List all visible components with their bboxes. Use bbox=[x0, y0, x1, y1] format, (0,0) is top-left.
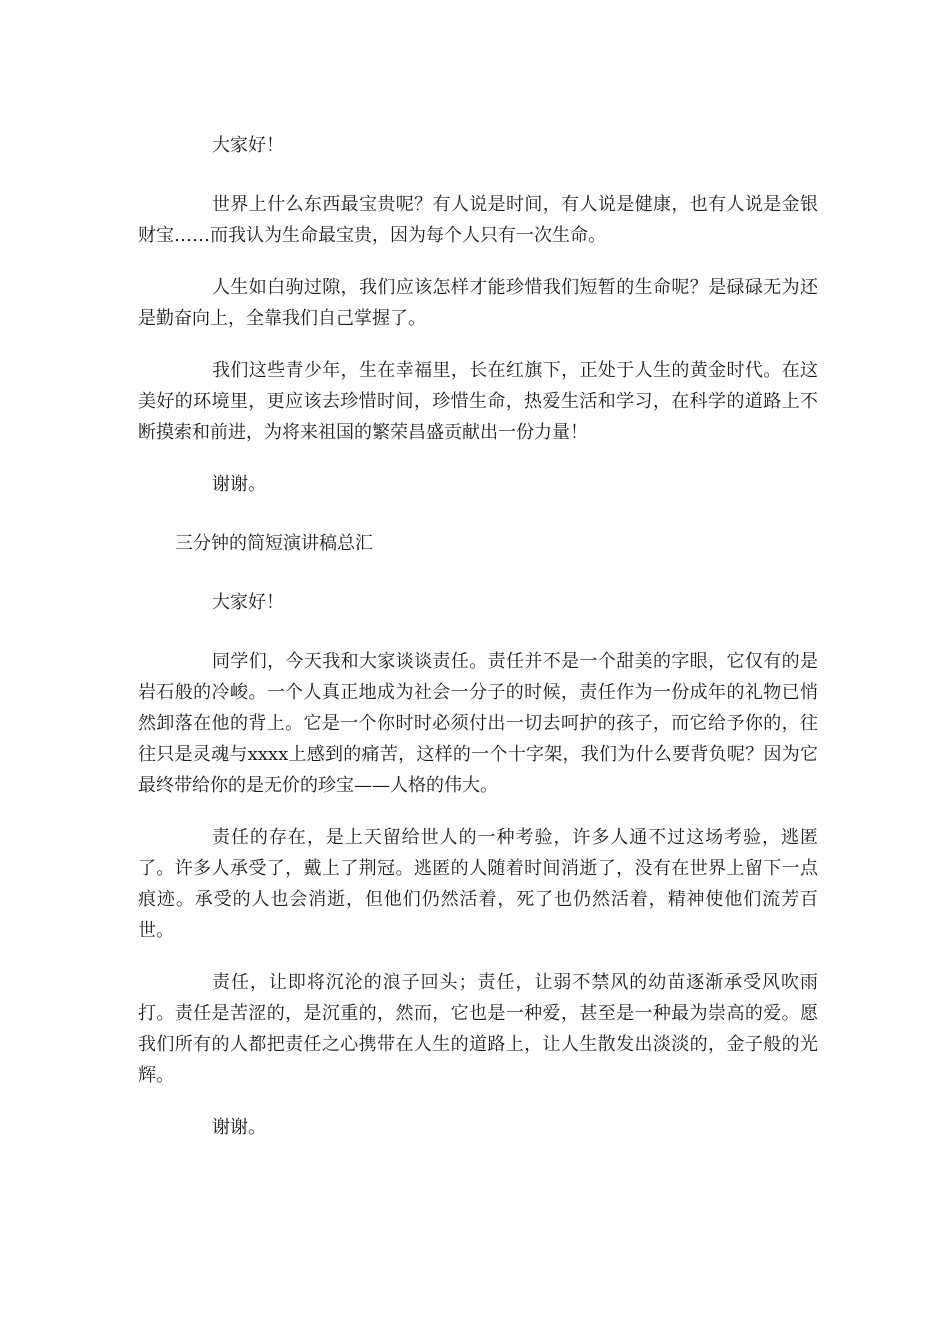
closing-paragraph: 谢谢。 bbox=[212, 474, 266, 495]
body-paragraph: 我们这些青少年，生在幸福里，长在红旗下，正处于人生的黄金时代。在这美好的环境里，更应该去珍惜时间，珍惜生命，热爱生活和学习，在科学的道路上不断摸索和前进，为将来祖国的繁荣昌盛贡献出一份力量！ bbox=[138, 360, 818, 443]
body-paragraph: 人生如白驹过隙，我们应该怎样才能珍惜我们短暂的生命呢？是碌碌无为还是勤奋向上，全靠我们自己掌握了。 bbox=[138, 277, 818, 329]
document-body bbox=[138, 130, 818, 1171]
section-heading: 三分钟的简短演讲稿总汇 bbox=[175, 533, 373, 554]
body-paragraph: 同学们，今天我和大家谈谈责任。责任并不是一个甜美的字眼，它仅有的是岩石般的冷峻。一个人真正地成为社会一分子的时候，责任作为一份成年的礼物已悄然卸落在他的背上。它是一个你时时必须付出一切去呵护的孩子，而它给予你的，往往只是灵魂与xxxx上感到的痛苦，这样的一个十字架，我们为什么要背负呢？因为它最终带给你的是无价的珍宝——人格的伟大。 bbox=[138, 651, 818, 796]
body-paragraph: 责任，让即将沉沦的浪子回头；责任，让弱不禁风的幼苗逐渐承受风吹雨打。责任是苦涩的，是沉重的，然而，它也是一种爱，甚至是一种最为崇高的爱。愿我们所有的人都把责任之心携带在人生的道路上，让人生散发出淡淡的，金子般的光辉。 bbox=[138, 972, 818, 1086]
greeting-paragraph: 大家好！ bbox=[212, 592, 284, 613]
closing-paragraph: 谢谢。 bbox=[212, 1117, 266, 1138]
greeting-paragraph: 大家好！ bbox=[212, 135, 284, 156]
body-paragraph: 责任的存在，是上天留给世人的一种考验，许多人通不过这场考验，逃匿了。许多人承受了，戴上了荆冠。逃匿的人随着时间消逝了，没有在世界上留下一点痕迹。承受的人也会消逝，但他们仍然活着，死了也仍然活着，精神使他们流芳百世。 bbox=[138, 827, 818, 941]
body-paragraph: 世界上什么东西最宝贵呢？有人说是时间，有人说是健康，也有人说是金银财宝……而我认为生命最宝贵，因为每个人只有一次生命。 bbox=[138, 194, 818, 246]
